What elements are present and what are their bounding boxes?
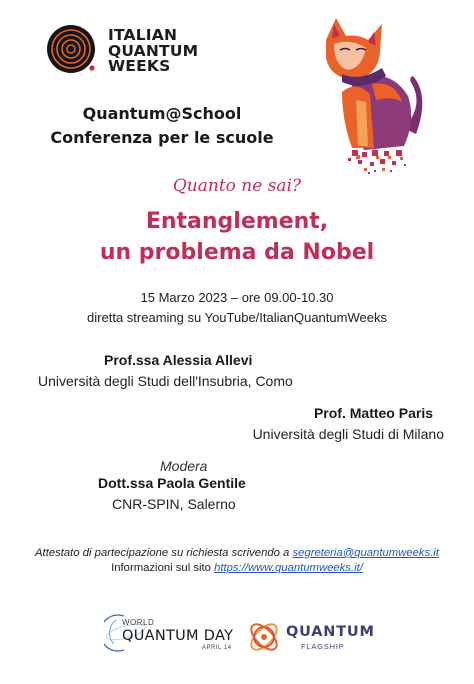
- footer-info: [0, 546, 474, 576]
- wqd-world: WORLD: [122, 618, 155, 627]
- program-line1: Quantum@School: [82, 104, 242, 123]
- iqw-logo-icon: [46, 22, 106, 78]
- event-subtitle: Quanto ne sai?: [172, 176, 302, 196]
- speaker-affiliation: Università degli Studi dell'Insubria, Como: [38, 373, 293, 389]
- info-text: Informazioni sul sito: [111, 562, 215, 574]
- speaker-name: Prof. Matteo Paris: [313, 405, 433, 421]
- qf-title: QUANTUM: [286, 624, 375, 640]
- logo-line1: ITALIAN: [108, 26, 178, 44]
- event-title-line2: un problema da Nobel: [99, 240, 375, 265]
- atom-rings-icon: [245, 618, 283, 656]
- attestato-text: Attestato di partecipazione su richiesta scrivendo a: [35, 547, 293, 559]
- site-link[interactable]: https://www.quantumweeks.it/: [214, 562, 363, 574]
- qf-subtitle: FLAGSHIP: [301, 642, 345, 651]
- email-link[interactable]: segreteria@quantumweeks.it: [292, 547, 439, 559]
- moderator-affiliation: CNR-SPIN, Salerno: [112, 496, 236, 512]
- attestato-line: [0, 546, 474, 561]
- speaker-name: Prof.ssa Alessia Allevi: [104, 352, 253, 368]
- wqd-title: QUANTUM DAY: [122, 628, 234, 644]
- event-streaming: diretta streaming su YouTube/ItalianQuantumWeeks: [87, 310, 387, 325]
- info-line: [0, 561, 474, 576]
- program-line2: Conferenza per le scuole: [50, 128, 274, 147]
- speaker-affiliation: Università degli Studi di Milano: [252, 426, 444, 442]
- event-date: 15 Marzo 2023 – ore 09.00-10.30: [140, 290, 334, 305]
- event-title-line1: Entanglement,: [145, 209, 329, 234]
- logo-line3: WEEKS: [108, 57, 171, 75]
- moderator-name: Dott.ssa Paola Gentile: [98, 475, 246, 491]
- logo-line2: QUANTUM: [108, 41, 199, 60]
- moderator-label: Modera: [160, 458, 208, 474]
- iqw-logo-text: [108, 28, 198, 75]
- wqd-date: APRIL 14: [202, 645, 232, 651]
- event-title: [0, 206, 474, 268]
- program-heading: [50, 102, 274, 150]
- event-details: [0, 288, 474, 328]
- cat-illustration-icon: [312, 10, 430, 176]
